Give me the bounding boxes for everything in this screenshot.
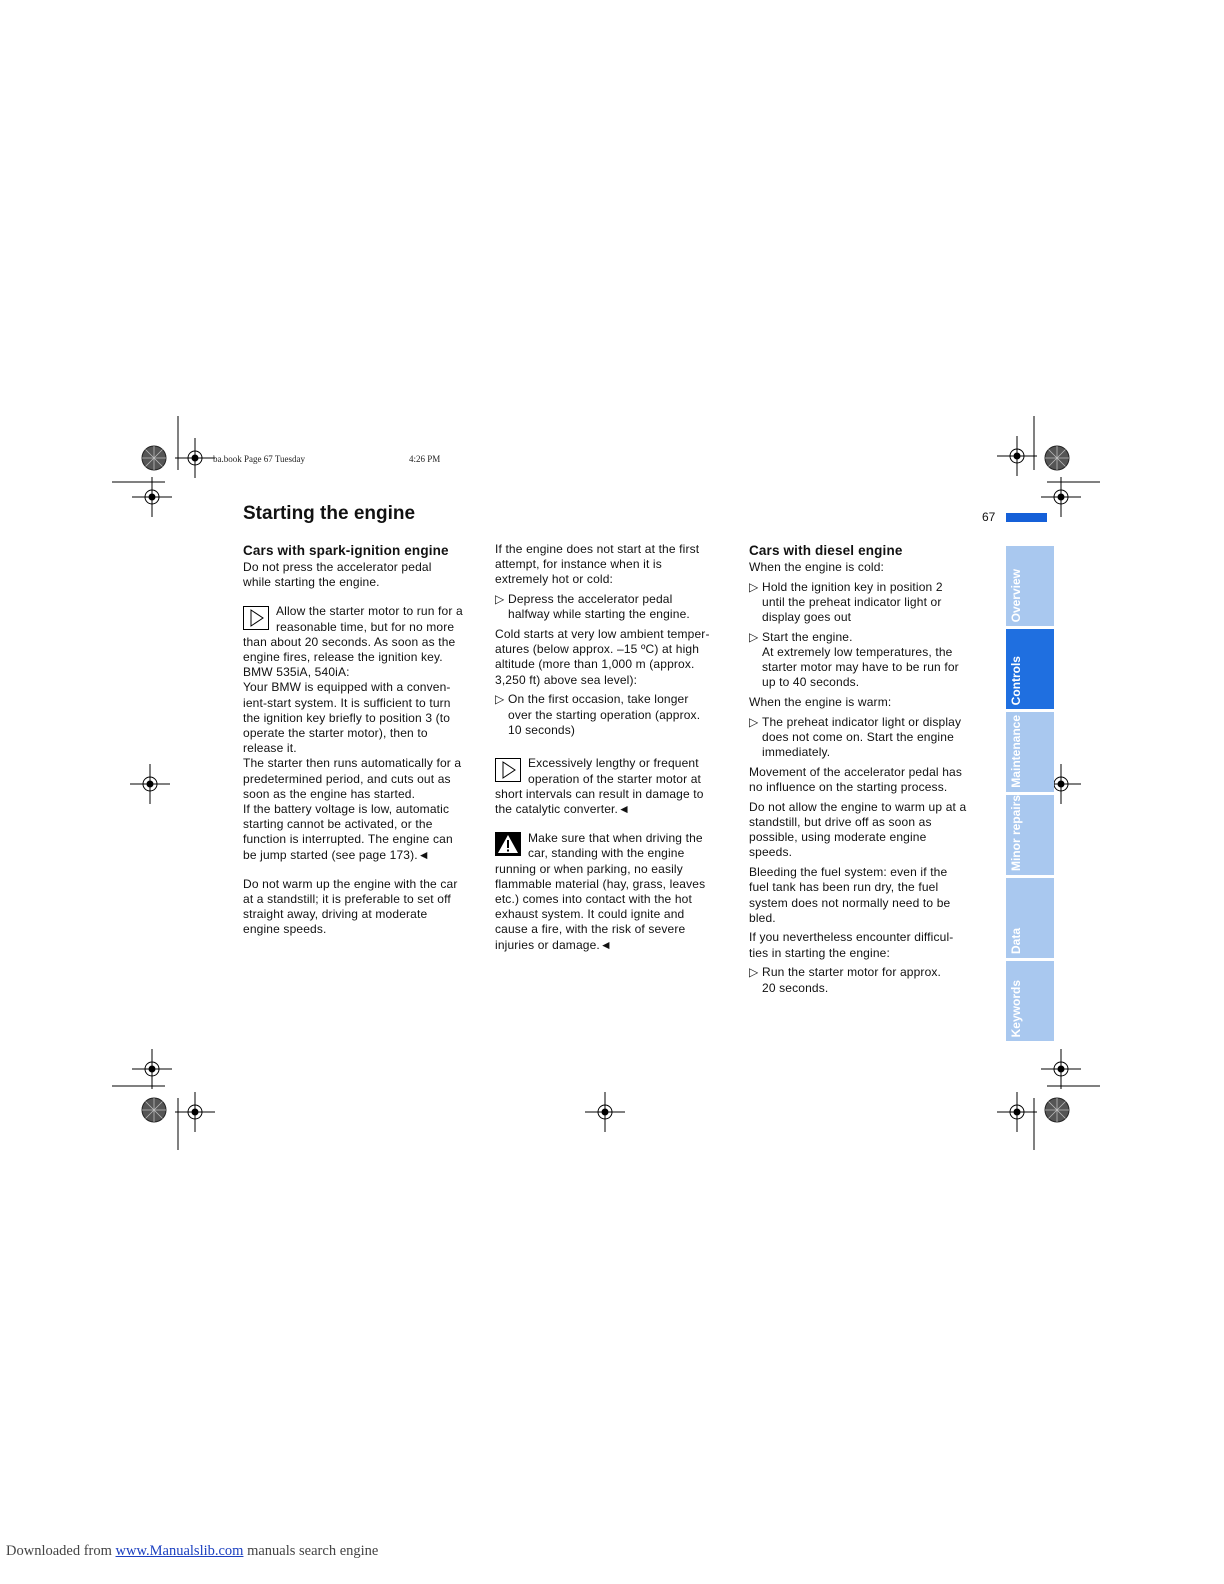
page-title: Starting the engine — [243, 503, 416, 524]
page-number: 67 — [982, 510, 996, 524]
col2-paragraph-2: Cold starts at very low ambient temper- atures (below approx. –15 ºC) at high altitude (more than 1,000 m (approx. 3,250 ft) above sea level): — [495, 627, 710, 687]
col2-paragraph-1: If the engine does not start at the first attempt, for instance when it is extremely hot or cold: — [495, 542, 700, 587]
diesel-heading: Cars with diesel engine — [749, 543, 903, 558]
print-header-right: 4:26 PM — [409, 454, 441, 464]
note-arrow-icon — [495, 758, 521, 782]
tab-controls[interactable] — [1006, 629, 1054, 709]
download-footer — [6, 1543, 378, 1560]
col3-paragraph-6: If you nevertheless encounter difficul- ties in starting the engine: — [749, 930, 954, 960]
section-tabs — [1006, 546, 1054, 1044]
note-block — [495, 756, 741, 817]
list-item — [749, 965, 999, 995]
col1-paragraph-2: Do not warm up the engine with the car at a standstill; it is preferable to set off straight away, driving at moderate engine speeds. — [243, 876, 458, 937]
warning-triangle-icon — [495, 832, 521, 856]
page-number-bar — [1006, 513, 1047, 522]
triangle-right-icon: ▷ — [495, 592, 505, 607]
list-item — [749, 715, 999, 761]
col1-paragraph-1: Do not press the accelerator pedal while starting the engine. — [243, 560, 432, 590]
tab-label: Maintenance — [1009, 715, 1023, 788]
column-2 — [495, 542, 741, 953]
tab-label: Controls — [1009, 655, 1023, 705]
column-3 — [749, 542, 999, 1000]
triangle-right-icon: ▷ — [749, 579, 759, 594]
col3-paragraph-1: When the engine is cold: — [749, 560, 885, 574]
list-item — [749, 630, 999, 691]
col2-note-text: Excessively lengthy or frequent operation of the starter motor at short intervals can result in damage to the catalytic converter.◄ — [495, 756, 704, 817]
col1-note-text: Allow the starter motor to run for a reasonable time, but for no more than about 20 seconds. As soon as the engine fires, release the ignition key. BMW 535iA, 540iA: Your BMW is equipped with a conven- ient-start system. It is sufficient to turn the ignition key briefly to position 3 (to operate the starter motor), then to release it. The starter then runs automatically for a predetermined period, and cuts out as soon as the engine has started. If the battery voltage is low, automatic starting cannot be activated, or the function is interrupted. The engine can be jump started (see page 173).◄ — [243, 604, 463, 862]
col3-paragraph-3: Movement of the accelerator pedal has no influence on the starting process. — [749, 764, 963, 795]
print-header-left: ba.book Page 67 Tuesday — [213, 454, 305, 464]
tab-label: Data — [1009, 927, 1023, 954]
triangle-right-icon: ▷ — [749, 965, 759, 980]
list-item-text: Run the starter motor for approx. 20 seconds. — [762, 965, 942, 995]
column-1 — [243, 542, 487, 938]
col3-paragraph-5: Bleeding the fuel system: even if the fuel tank has been run dry, the fuel system does not normally need to be bled. — [749, 865, 951, 925]
tab-data[interactable] — [1006, 878, 1054, 958]
footer-prefix: Downloaded from — [6, 1543, 116, 1559]
tab-label: Overview — [1009, 568, 1023, 622]
list-item-text: Start the engine. At extremely low temperatures, the starter motor may have to be run for up to 40 seconds. — [762, 629, 959, 690]
tab-keywords[interactable] — [1006, 961, 1054, 1041]
footer-suffix: manuals search engine — [243, 1543, 379, 1559]
spark-ignition-heading: Cars with spark-ignition engine — [243, 543, 449, 558]
triangle-right-icon: ▷ — [749, 714, 759, 729]
list-item-text: On the first occasion, take longer over the starting operation (approx. 10 seconds) — [508, 692, 701, 737]
col2-warning-text: Make sure that when driving the car, standing with the engine running or when parking, no easily flammable material (hay, grass, leaves etc.) comes into contact with the hot exhaust system. It could ignite and cause a fire, with the risk of severe injuries or damage.◄ — [495, 831, 706, 952]
col3-paragraph-4: Do not allow the engine to warm up at a standstill, but drive off as soon as possible, using moderate engine speeds. — [749, 799, 967, 860]
note-block — [243, 604, 487, 862]
tab-label: Keywords — [1009, 979, 1023, 1037]
triangle-right-icon: ▷ — [495, 692, 505, 707]
col3-paragraph-2: When the engine is warm: — [749, 695, 892, 710]
list-item-text: Hold the ignition key in position 2 until the preheat indicator light or display goes out — [762, 579, 943, 625]
list-item — [495, 592, 741, 622]
list-item — [495, 692, 741, 738]
tab-maintenance[interactable] — [1006, 712, 1054, 792]
tab-label: Minor repairs — [1009, 794, 1023, 871]
list-item — [749, 580, 999, 626]
tab-minor-repairs[interactable] — [1006, 795, 1054, 875]
note-arrow-icon — [243, 606, 269, 630]
list-item-text: Depress the accelerator pedal halfway while starting the engine. — [508, 592, 690, 622]
tab-overview[interactable] — [1006, 546, 1054, 626]
manualslib-link[interactable]: www.Manualslib.com — [115, 1543, 244, 1559]
triangle-right-icon: ▷ — [749, 629, 759, 644]
list-item-text: The preheat indicator light or display does not come on. Start the engine immediately. — [762, 714, 962, 760]
warning-block — [495, 831, 741, 953]
